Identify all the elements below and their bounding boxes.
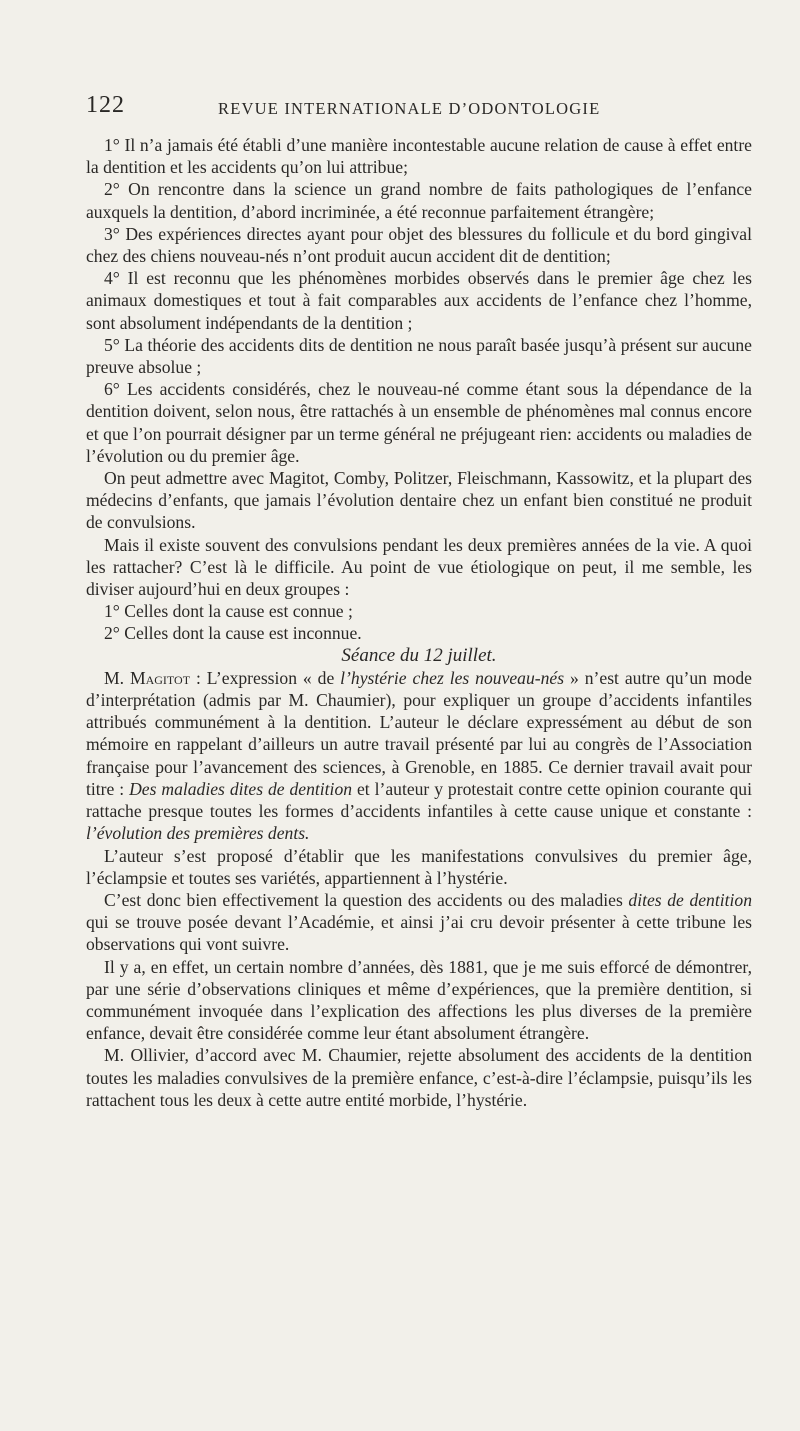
page-number: 122 — [86, 92, 125, 118]
paragraph-point-3: 3° Des expériences directes ayant pour objet des blessures du follicule et du bord gingival chez des chiens nouveau-nés n’ont produit aucun accident dit de dentition; — [86, 223, 752, 267]
paragraph-point-1: 1° Il n’a jamais été établi d’une manière incontestable aucune relation de cause à effet entre la dentition et les accidents qu’on lui attribue; — [86, 135, 752, 178]
paragraph-point-5: 5° La théorie des accidents dits de dentition ne nous paraît basée jusqu’à présent sur aucune preuve absolue ; — [86, 334, 752, 378]
paragraph-point-6: 6° Les accidents considérés, chez le nouveau-né comme étant sous la dépendance de la dentition doivent, selon nous, être rattachés à un ensemble de phénomènes mal connus encore et que l’on pourrait désigner par un terme général ne préjugeant rien: accidents ou maladies de l’évolution ou du premier âge. — [86, 379, 752, 466]
paragraph-question-posed — [86, 889, 752, 956]
paragraph-convulsions: Mais il existe souvent des convulsions pendant les deux premières années de la vie. A quoi les rattacher? C’est là le difficile. Au point de vue étiologique on peut, il me semble, les diviser aujourd’hui en deux groupes : — [86, 534, 752, 600]
journal-title: REVUE INTERNATIONALE D’ODONTOLOGIE — [218, 99, 601, 118]
paragraph-since-1881: Il y a, en effet, un certain nombre d’années, dès 1881, que je me suis efforcé de démontrer, par une série d’observations cliniques et même d’expériences, que la première dentition, si communément invoquée dans l’explication des affections les plus diverses de la première enfance, devait être considérée comme leur étant absolument étrangère. — [86, 956, 752, 1044]
paragraph-ollivier: M. Ollivier, d’accord avec M. Chaumier, rejette absolument des accidents de la dentition toutes les maladies convulsives de la première enfance, c’est-à-dire l’éclampsie, puisqu’ils les rattachent tous les deux à cette autre entité morbide, l’hystérie. — [86, 1045, 752, 1110]
paragraph-magitot-speech — [86, 667, 752, 845]
italic-run: dites de dentition — [628, 889, 752, 910]
paragraph-point-4: 4° Il est reconnu que les phénomènes morbides observés dans le premier âge chez les animaux domestiques et tout à fait comparables aux accidents de l’enfance chez l’homme, sont absolument indépendants de la dentition ; — [86, 268, 752, 333]
text-run: : L’expression « de — [190, 667, 341, 688]
text-run: et l’auteur y protestait contre cette opinion courante qui rattache presque toutes les formes d’accidents infantiles à cette cause unique et constante : — [86, 778, 752, 822]
paragraph-group-2: 2° Celles dont la cause est inconnue. — [104, 623, 362, 644]
text-run: » n’est autre qu’un mode d’interprétation (admis par M. Chaumier), pour expliquer un groupe d’accidents infantiles attribués communément à la dentition. L’auteur le déclare expressément au début de son mémoire en rappelant d’ailleurs un autre travail présenté par lui au congrès de l’Association française pour l’avancement des sciences, à Grenoble, en 1885. Ce dernier travail avait pour titre : — [86, 667, 752, 799]
speaker-name: M. Magitot — [104, 667, 191, 688]
paragraph-point-2: 2° On rencontre dans la science un grand nombre de faits pathologiques de l’enfance auxquels la dentition, d’abord incriminée, a été reconnue parfaitement étrangère; — [86, 179, 752, 222]
text-run: qui se trouve posée devant l’Académie, et ainsi j’ai cru devoir présenter à cette tribune les observations qui vont suivre. — [86, 912, 752, 955]
paragraph-magitot-comby: On peut admettre avec Magitot, Comby, Politzer, Fleischmann, Kassowitz, et la plupart des médecins d’enfants, que jamais l’évolution dentaire chez un enfant bien constitué ne produit de convulsions. — [86, 468, 752, 533]
italic-run: Des maladies dites de dentition — [129, 778, 353, 799]
italic-run: l’hystérie chez les nouveau-nés — [340, 667, 565, 688]
paragraph-author-proposal: L’auteur s’est proposé d’établir que les manifestations convulsives du premier âge, l’éclampsie et toutes ses variétés, appartiennent à l’hystérie. — [86, 845, 752, 888]
running-header — [86, 92, 752, 130]
section-heading: Séance du 12 juillet. — [341, 644, 497, 666]
italic-run: l’évolution des premières dents. — [86, 823, 310, 844]
text-run: C’est donc bien effectivement la question des accidents ou des maladies — [104, 889, 629, 910]
paragraph-group-1: 1° Celles dont la cause est connue ; — [104, 601, 353, 622]
article-body — [86, 134, 752, 1111]
